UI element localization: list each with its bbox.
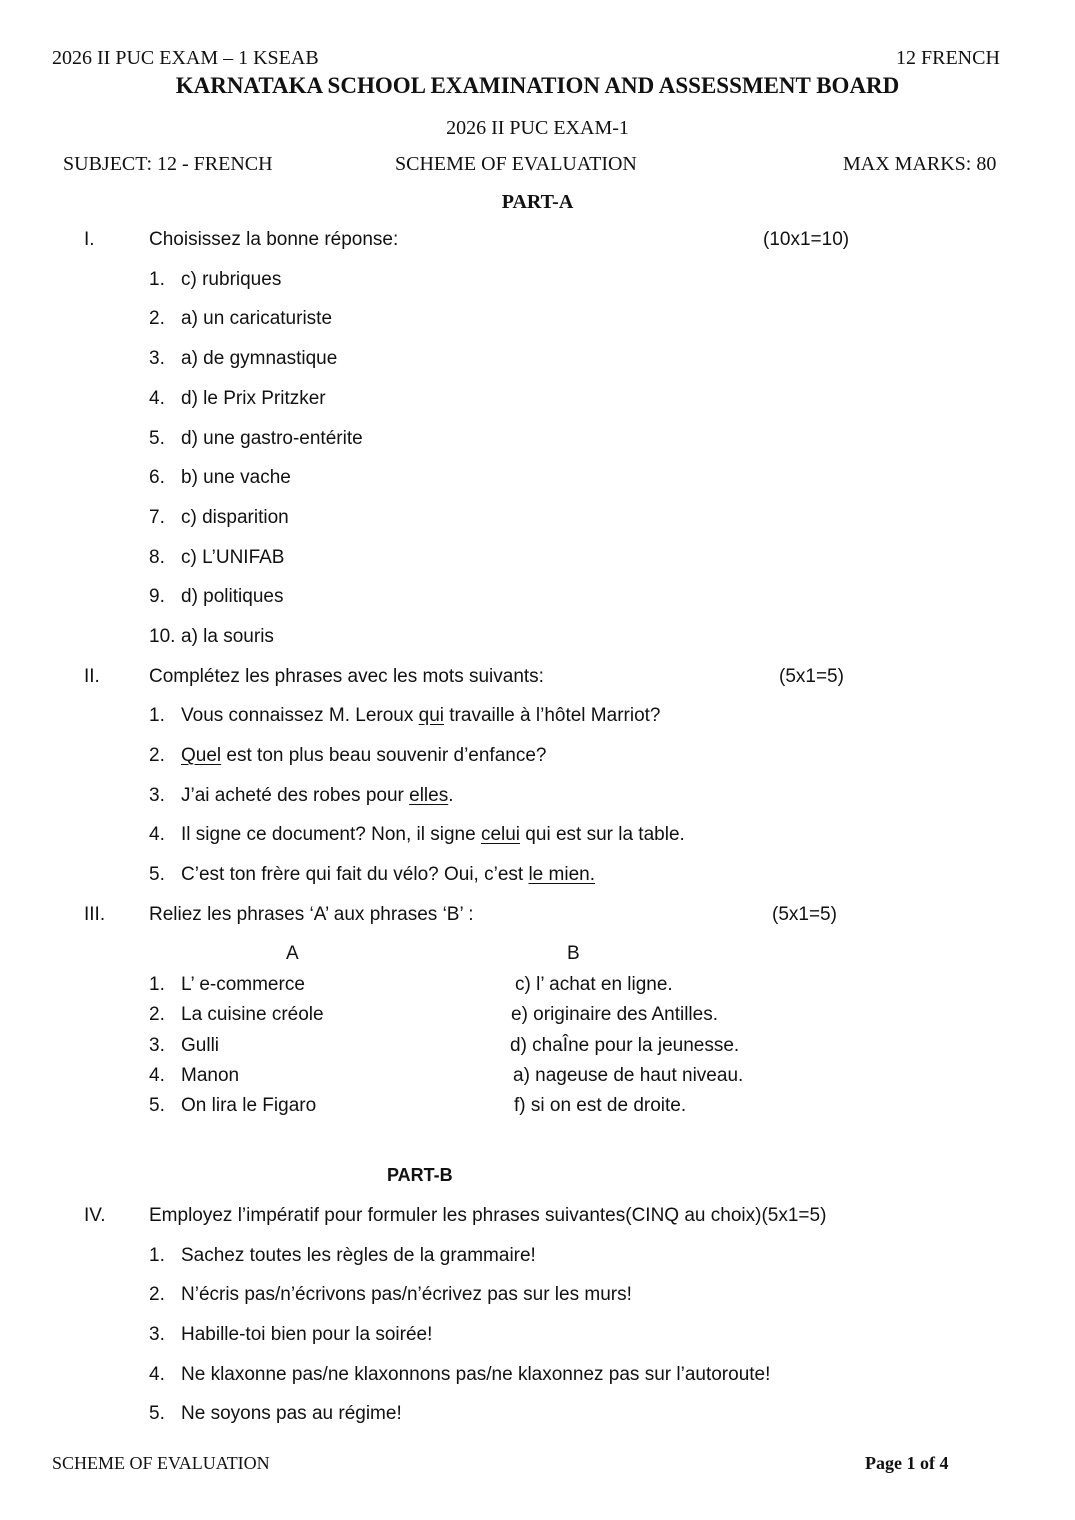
answer-item: 8. c) L’UNIFAB	[149, 547, 285, 568]
subject-line: SUBJECT: 12 - FRENCH	[63, 153, 273, 175]
answer-item: 6. b) une vache	[149, 467, 291, 488]
question-text: Reliez les phrases ‘A’ aux phrases ‘B’ :	[149, 904, 474, 925]
question-number: IV.	[84, 1205, 106, 1226]
answer-item: 4. Il signe ce document? Non, il signe celui qui est sur la table.	[149, 824, 685, 845]
answer-item: 2. Quel est ton plus beau souvenir d’enfance?	[149, 745, 547, 766]
answer-item: 4. d) le Prix Pritzker	[149, 388, 326, 409]
answer-item: 2. N’écris pas/n’écrivons pas/n’écrivez pas sur les murs!	[149, 1284, 632, 1305]
match-item-a: 5. On lira le Figaro	[149, 1095, 317, 1116]
question-marks: (10x1=10)	[763, 229, 850, 250]
answer-item: 3. Habille-toi bien pour la soirée!	[149, 1324, 433, 1345]
question-number: II.	[84, 666, 100, 687]
answer-item: 5. d) une gastro-entérite	[149, 428, 363, 449]
answer-item: 10. a) la souris	[149, 626, 274, 647]
match-item-b: d) chaÎne pour la jeunesse.	[510, 1035, 740, 1056]
answer-item: 5. C’est ton frère qui fait du vélo? Oui, c’est le mien.	[149, 864, 595, 885]
answer-item: 3. J’ai acheté des robes pour elles.	[149, 785, 454, 806]
answer-item: 1. c) rubriques	[149, 269, 282, 290]
match-item-a: 2. La cuisine créole	[149, 1004, 324, 1025]
column-b-heading: B	[567, 943, 580, 964]
match-item-b: a) nageuse de haut niveau.	[513, 1065, 744, 1086]
scheme-title: SCHEME OF EVALUATION	[395, 153, 637, 175]
question-text: Choisissez la bonne réponse:	[149, 229, 399, 250]
header-exam-label: 2026 II PUC EXAM – 1 KSEAB	[52, 47, 319, 69]
question-text: Employez l’impératif pour formuler les phrases suivantes(CINQ au choix)(5x1=5)	[149, 1205, 827, 1226]
match-item-a: 3. Gulli	[149, 1035, 220, 1056]
part-a-title: PART-A	[501, 191, 574, 213]
answer-word: celui	[480, 824, 521, 845]
header-subject-label: 12 FRENCH	[896, 47, 1000, 69]
question-number: I.	[84, 229, 95, 250]
exam-title: 2026 II PUC EXAM-1	[446, 117, 629, 139]
answer-word: le mien.	[528, 864, 595, 885]
max-marks: MAX MARKS: 80	[843, 153, 997, 175]
answer-item: 4. Ne klaxonne pas/ne klaxonnons pas/ne klaxonnez pas sur l’autoroute!	[149, 1364, 771, 1385]
match-item-a: 4. Manon	[149, 1065, 240, 1086]
question-marks: (5x1=5)	[779, 666, 844, 687]
answer-item: 2. a) un caricaturiste	[149, 308, 333, 329]
footer-label: SCHEME OF EVALUATION	[52, 1453, 270, 1473]
answer-item: 9. d) politiques	[149, 586, 284, 607]
match-item-b: c) l’ achat en ligne.	[515, 974, 673, 995]
match-item-b: e) originaire des Antilles.	[511, 1004, 718, 1025]
answer-word: qui	[418, 705, 444, 726]
answer-item: 1. Vous connaissez M. Leroux qui travaille à l’hôtel Marriot?	[149, 705, 661, 726]
answer-word: elles	[409, 785, 449, 806]
question-number: III.	[84, 904, 106, 925]
question-text: Complétez les phrases avec les mots suivants:	[149, 666, 544, 687]
page-indicator: Page 1 of 4	[865, 1453, 949, 1473]
match-item-b: f) si on est de droite.	[514, 1095, 687, 1116]
question-marks: (5x1=5)	[772, 904, 837, 925]
column-a-heading: A	[286, 943, 299, 964]
answer-word: Quel	[181, 745, 222, 766]
answer-item: 7. c) disparition	[149, 507, 289, 528]
answer-item: 1. Sachez toutes les règles de la grammaire!	[149, 1245, 536, 1266]
part-b-title: PART-B	[387, 1165, 453, 1185]
match-item-a: 1. L’ e-commerce	[149, 974, 305, 995]
answer-item: 5. Ne soyons pas au régime!	[149, 1403, 402, 1424]
board-title: KARNATAKA SCHOOL EXAMINATION AND ASSESSMENT BOARD	[175, 73, 900, 98]
answer-item: 3. a) de gymnastique	[149, 348, 338, 369]
